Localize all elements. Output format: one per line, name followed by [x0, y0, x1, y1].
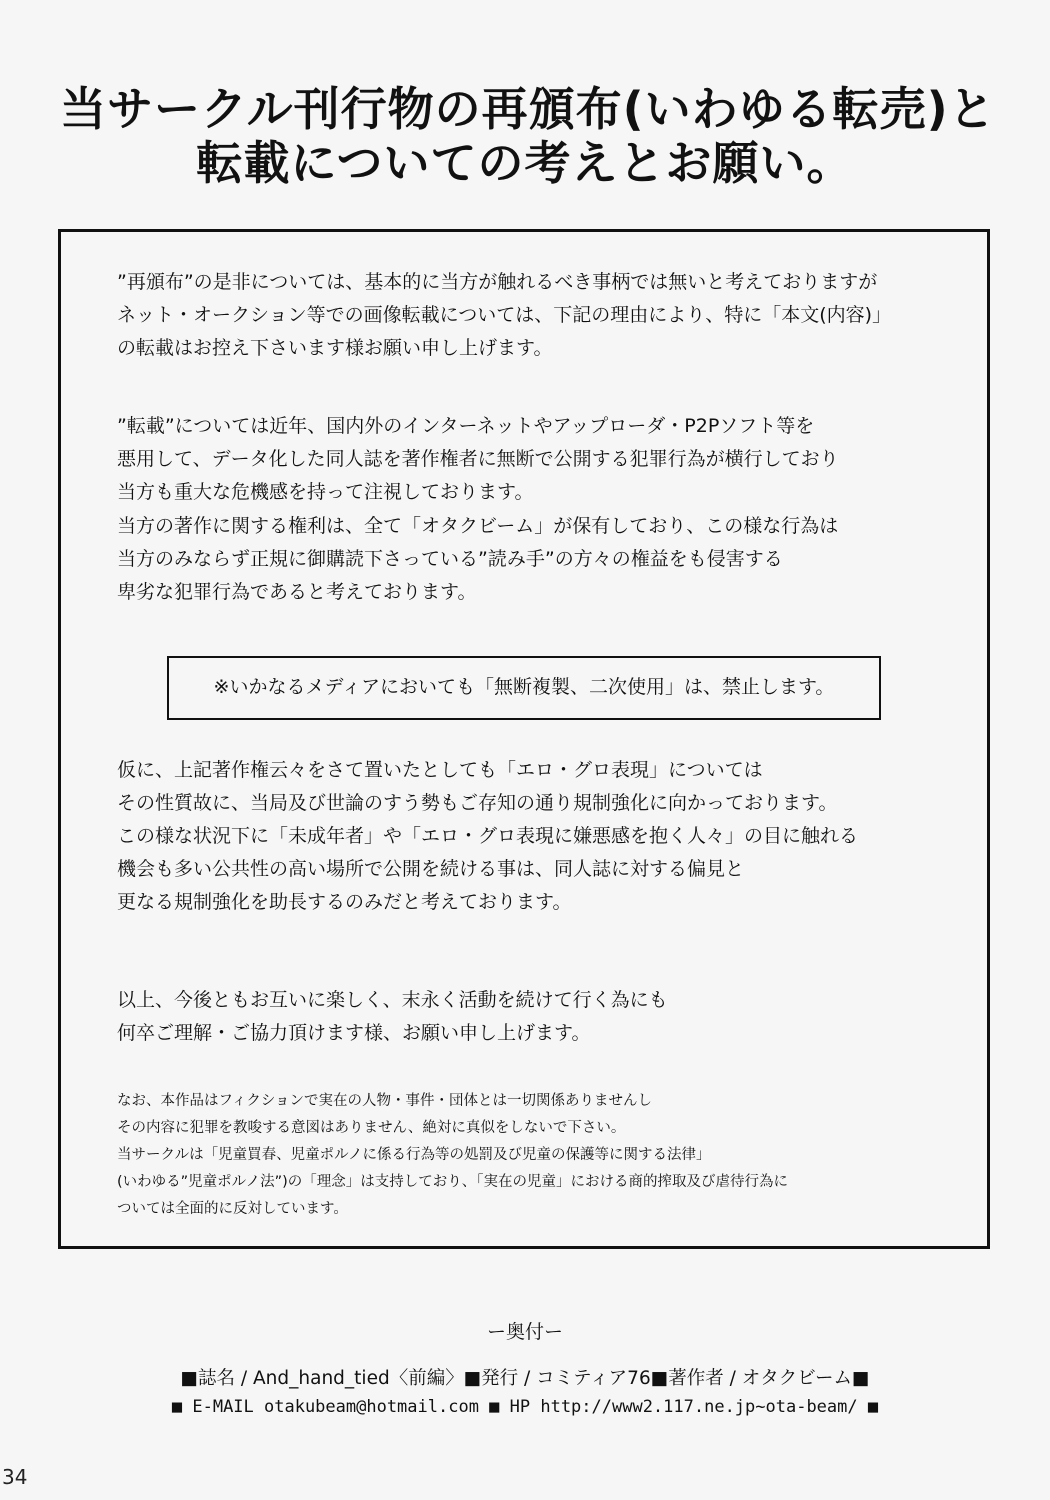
page-title-line-2: 転載についての考えとお願い。 — [196, 136, 854, 190]
page-number: 34 — [2, 1465, 28, 1489]
note-line: ついては全面的に反対しています。 — [117, 1201, 348, 1217]
colophon-contact-info: ■ E-MAIL otakubeam@hotmail.com ■ HP http://www2.117.ne.jp~ota-beam/ ■ — [171, 1397, 879, 1417]
page-title-line-1: 当サークル刊行物の再頒布(いわゆる転売)と — [60, 82, 996, 136]
paragraph-rights — [117, 510, 937, 609]
paragraph-closing — [117, 984, 937, 1050]
warning-box: ※いかなるメディアにおいても「無断複製、二次使用」は、禁止します。 — [167, 656, 881, 720]
note-line: 当サークルは「児童買春、児童ポルノに係る行為等の処罰及び児童の保護等に関する法律」 — [117, 1147, 711, 1163]
paragraph-line: ”再頒布”の是非については、基本的に当方が触れるべき事柄では無いと考えておりますが — [117, 271, 878, 293]
paragraph-line: 仮に、上記著作権云々をさて置いたとしても「エロ・グロ表現」については — [117, 759, 763, 781]
paragraph-line: 悪用して、データ化した同人誌を著作権者に無断で公開する犯罪行為が横行しており — [117, 448, 839, 470]
notice-box — [58, 229, 990, 1249]
paragraph-reproduction — [117, 410, 937, 509]
paragraph-line: ネット・オークション等での画像転載については、下記の理由により、特に「本文(内容)」 — [117, 304, 892, 326]
paragraph-line: 当方も重大な危機感を持って注視しております。 — [117, 481, 534, 503]
paragraph-line: この様な状況下に「未成年者」や「エロ・グロ表現に嫌悪感を抱く人々」の目に触れる — [117, 825, 859, 847]
paragraph-line: 卑劣な犯罪行為であると考えております。 — [117, 581, 477, 603]
paragraph-line: 以上、今後ともお互いに楽しく、末永く活動を続けて行く為にも — [117, 989, 668, 1011]
paragraph-line: の転載はお控え下さいます様お願い申し上げます。 — [117, 337, 553, 359]
note-line: なお、本作品はフィクションで実在の人物・事件・団体とは一切関係ありませんし — [117, 1093, 653, 1109]
fiction-disclaimer — [117, 1088, 937, 1223]
note-line: (いわゆる”児童ポルノ法”)の「理念」は支持しており、「実在の児童」における商的搾取及び虐待行為に — [117, 1174, 789, 1190]
paragraph-line: 機会も多い公共性の高い場所で公開を続ける事は、同人誌に対する偏見と — [117, 858, 745, 880]
paragraph-line: 何卒ご理解・ご協力頂けます様、お願い申し上げます。 — [117, 1022, 591, 1044]
paragraph-line: ”転載”については近年、国内外のインターネットやアップローダ・P2Pソフト等を — [117, 415, 815, 437]
paragraph-redistribution — [117, 266, 937, 365]
colophon-heading: ー奥付ー — [486, 1321, 563, 1343]
paragraph-regulation — [117, 754, 937, 919]
paragraph-line: その性質故に、当局及び世論のすう勢もご存知の通り規制強化に向かっております。 — [117, 792, 838, 814]
colophon-publication-info: ■誌名 / And_hand_tied〈前編〉■発行 / コミティア76■著作者 / オタクビーム■ — [180, 1368, 870, 1389]
paragraph-line: 当方のみならず正規に御購読下さっている”読み手”の方々の権益をも侵害する — [117, 548, 783, 570]
paragraph-line: 更なる規制強化を助長するのみだと考えております。 — [117, 891, 572, 913]
paragraph-line: 当方の著作に関する権利は、全て「オタクビーム」が保有しており、この様な行為は — [117, 515, 839, 537]
note-line: その内容に犯罪を教唆する意図はありません、絶対に真似をしないで下さい。 — [117, 1120, 626, 1136]
